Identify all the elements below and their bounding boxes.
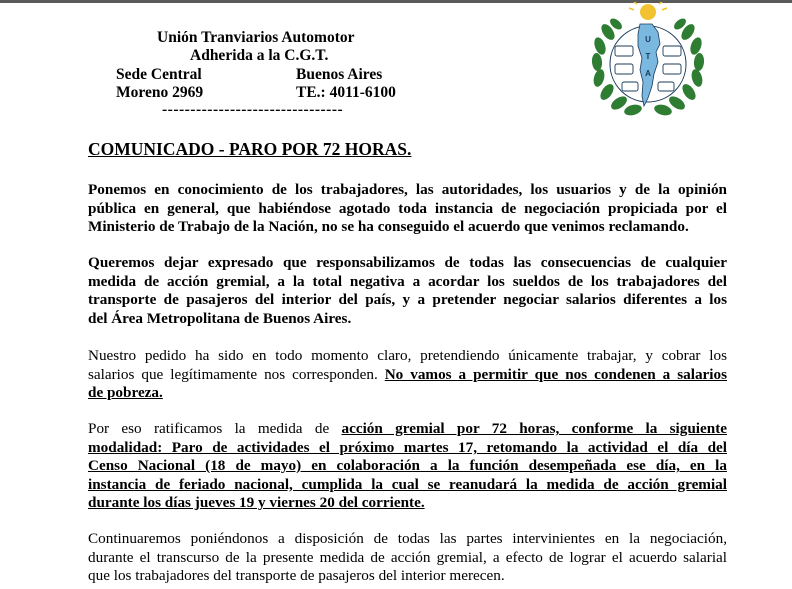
paragraph-line: modalidad: Paro de actividades el próximo martes 17, retomando la actividad el día del [88, 438, 727, 456]
org-name: Unión Tranviarios Automotor [157, 29, 355, 46]
paragraph-1 [88, 181, 727, 237]
underlined-text: No vamos a permitir que nos condenen a salarios [384, 365, 728, 383]
logo-letter-u: U [645, 35, 651, 44]
paragraph-line: Nuestro pedido ha sido en todo momento claro, pretendiendo únicamente trabajar, y cobrar los [88, 347, 727, 364]
paragraph-line: Ponemos en conocimiento de los trabajadores, las autoridades, los usuarios y de la opinión [88, 181, 727, 198]
affiliation: Adherida a la C.G.T. [190, 47, 329, 64]
paragraph-line: pública en general, que habiéndose agotado toda instancia de negociación propiciada por el [88, 199, 727, 217]
underlined-text: durante los días jueves 19 y viernes 20 del corriente. [88, 494, 425, 512]
underlined-text: acción gremial por 72 horas, conforme la siguiente [341, 420, 727, 437]
paragraph-3 [88, 347, 727, 403]
city: Buenos Aires [296, 66, 383, 83]
sede-label: Sede Central [116, 66, 202, 83]
page-title: COMUNICADO - PARO POR 72 HORAS. [88, 139, 412, 159]
paragraph-line: Continuaremos poniéndonos a disposición de todas las partes intervinientes en la negociación, [88, 530, 727, 547]
address: Moreno 2969 [116, 84, 204, 101]
paragraph-5 [88, 530, 727, 586]
paragraph-line: medida de acción gremial, a la total negativa a acordar los sueldos de los trabajadores del [88, 272, 727, 290]
logo-letter-a: A [645, 69, 651, 78]
paragraph-line: durante el transcurso de la presente medida de acción gremial, a efecto de lograr el acuerdo salarial [88, 548, 727, 566]
header-rule: -------------------------------- [162, 101, 344, 118]
paragraph-4 [88, 420, 727, 513]
uta-logo-icon [588, 2, 708, 120]
paragraph-line: Queremos dejar expresado que responsabilizamos de todas las consecuencias de cualquier [88, 254, 727, 271]
plain-text: salarios que legítimamente nos corresponden. [88, 365, 385, 383]
paragraph-2 [88, 254, 727, 328]
logo-letter-t: T [645, 52, 651, 61]
paragraph-line: instancia de feriado nacional, cumplida la cual se reanudará la medida de acción gremial [88, 475, 727, 493]
plain-text: Por eso ratificamos la medida de [88, 420, 342, 437]
paragraph-line: Censo Nacional (18 de mayo) en colaboración a la función desempeñada ese día, en la [88, 457, 727, 475]
sun-icon [629, 2, 667, 20]
underlined-text: de pobreza. [88, 384, 163, 402]
paragraph-line [88, 384, 727, 403]
paragraph-line [88, 494, 727, 513]
paragraph-line: del Área Metropolitana de Buenos Aires. [88, 309, 352, 327]
paragraph-line [88, 366, 727, 385]
phone: TE.: 4011-6100 [296, 84, 396, 101]
paragraph-line: transporte de pasajeros del interior del país, y a pretender negociar salarios diferentes a los [88, 291, 727, 309]
paragraph-line: Ministerio de Trabajo de la Nación, no se ha conseguido el acuerdo que venimos reclamando. [88, 218, 689, 236]
paragraph-line: que los trabajadores del transporte de pasajeros del interior merecen. [88, 567, 505, 585]
paragraph-line [88, 420, 727, 439]
